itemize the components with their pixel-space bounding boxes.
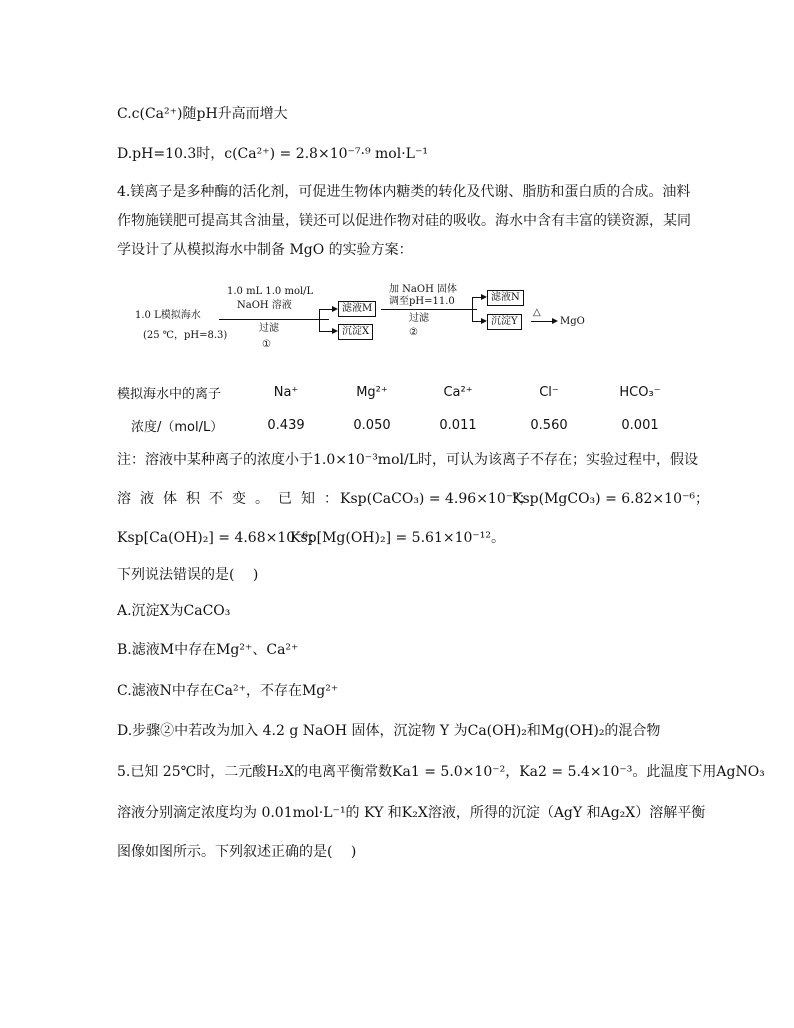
branch-1-upper	[319, 309, 333, 310]
q4-stem-line-1: 4.镁离子是多种酶的活化剂，可促进生物体内糖类的转化及代谢、脂肪和蛋白质的合成。油料	[117, 184, 691, 200]
step1-reagent-line-1: 1.0 mL 1.0 mol/L	[227, 286, 314, 297]
flow-start-line-2: (25 ℃，pH=8.3)	[143, 330, 228, 341]
heat-arrow-head	[552, 318, 558, 324]
step1-operation: 过滤	[259, 323, 279, 334]
process-flow-diagram	[135, 282, 595, 360]
ksp-caoh2: Ksp[Ca(OH)₂] = 4.68×10⁻⁶；	[117, 530, 323, 546]
ion-hco3: HCO₃⁻	[619, 385, 661, 400]
branch-1-connector	[319, 309, 320, 331]
filtrate-n-box: 滤液N	[487, 290, 524, 306]
table-header-label: 模拟海水中的离子	[117, 387, 222, 402]
step2-arrow-line	[381, 309, 477, 310]
ksp-mgoh2: Ksp[Mg(OH)₂] = 5.61×10⁻¹²。	[290, 530, 506, 546]
q4-stem-line-3: 学设计了从模拟海水中制备 MgO 的实验方案：	[117, 242, 413, 258]
option-4c: C.滤液N中存在Ca²⁺，不存在Mg²⁺	[117, 683, 339, 699]
heat-arrow-line	[531, 321, 553, 322]
note-line-2-prefix: 溶液体积不变。已知：	[117, 491, 347, 507]
q4-stem-line-2: 作物施镁肥可提高其含油量，镁还可以促进作物对硅的吸收。海水中含有丰富的镁资源，某同	[117, 213, 691, 229]
q5-line-3: 图像如图所示。下列叙述正确的是( )	[117, 844, 357, 860]
branch-1-lower	[319, 331, 333, 332]
ion-mg: Mg²⁺	[356, 385, 388, 400]
step2-number: ②	[409, 327, 418, 338]
option-4d: D.步骤②中若改为加入 4.2 g NaOH 固体，沉淀物 Y 为Ca(OH)₂和Mg(OH)₂的混合物	[117, 723, 661, 739]
option-4b: B.滤液M中存在Mg²⁺、Ca²⁺	[117, 642, 299, 658]
table-row	[117, 409, 683, 442]
ksp-mgco3: Ksp(MgCO₃) = 6.82×10⁻⁶；	[512, 491, 709, 507]
conc-cl: 0.560	[530, 418, 568, 433]
q5-line-2: 溶液分别滴定浓度均为 0.01mol·L⁻¹的 KY 和K₂X溶液，所得的沉淀（AgY 和Ag₂X）溶解平衡	[117, 805, 706, 821]
table-row-label: 浓度/（mol/L）	[131, 420, 224, 435]
q5-line-1: 5.已知 25℃时，二元酸H₂X的电离平衡常数Ka1 = 5.0×10⁻²，Ka2 = 5.4×10⁻³。此温度下用AgNO₃	[117, 764, 765, 780]
step2-reagent-line-2: 调至pH=11.0	[389, 296, 455, 307]
option-3c: C.c(Ca²⁺)随pH升高而增大	[117, 106, 288, 122]
conc-ca: 0.011	[439, 418, 477, 433]
table-row	[117, 376, 683, 409]
precipitate-x-box: 沉淀X	[338, 324, 373, 340]
step1-number: ①	[262, 339, 271, 350]
step1-arrow-line	[219, 319, 329, 320]
conc-mg: 0.050	[353, 418, 391, 433]
branch-2-connector	[472, 297, 473, 321]
q4-question: 下列说法错误的是( )	[117, 567, 259, 583]
filtrate-m-box: 滤液M	[338, 301, 376, 317]
option-3d: D.pH=10.3时，c(Ca²⁺) = 2.8×10⁻⁷·⁹ mol·L⁻¹	[117, 146, 428, 162]
heat-symbol: △	[533, 307, 541, 318]
product-mgo: MgO	[560, 316, 585, 327]
ion-na: Na⁺	[273, 385, 299, 400]
step2-operation: 过滤	[409, 313, 429, 324]
ion-cl: Cl⁻	[539, 385, 559, 400]
step1-reagent-line-2: NaOH 溶液	[237, 300, 292, 311]
precipitate-y-box: 沉淀Y	[487, 314, 522, 330]
conc-na: 0.439	[267, 418, 305, 433]
option-4a: A.沉淀X为CaCO₃	[117, 603, 231, 619]
conc-hco3: 0.001	[621, 418, 659, 433]
flow-start-line-1: 1.0 L模拟海水	[135, 310, 201, 321]
ion-concentration-table	[117, 376, 683, 442]
step2-reagent-line-1: 加 NaOH 固体	[389, 284, 457, 295]
ksp-caco3: Ksp(CaCO₃) = 4.96×10⁻⁹；	[340, 491, 533, 507]
note-line-1: 注：溶液中某种离子的浓度小于1.0×10⁻³mol/L时，可认为该离子不存在；实验过程中，假设	[117, 452, 699, 468]
ion-ca: Ca²⁺	[443, 385, 473, 400]
